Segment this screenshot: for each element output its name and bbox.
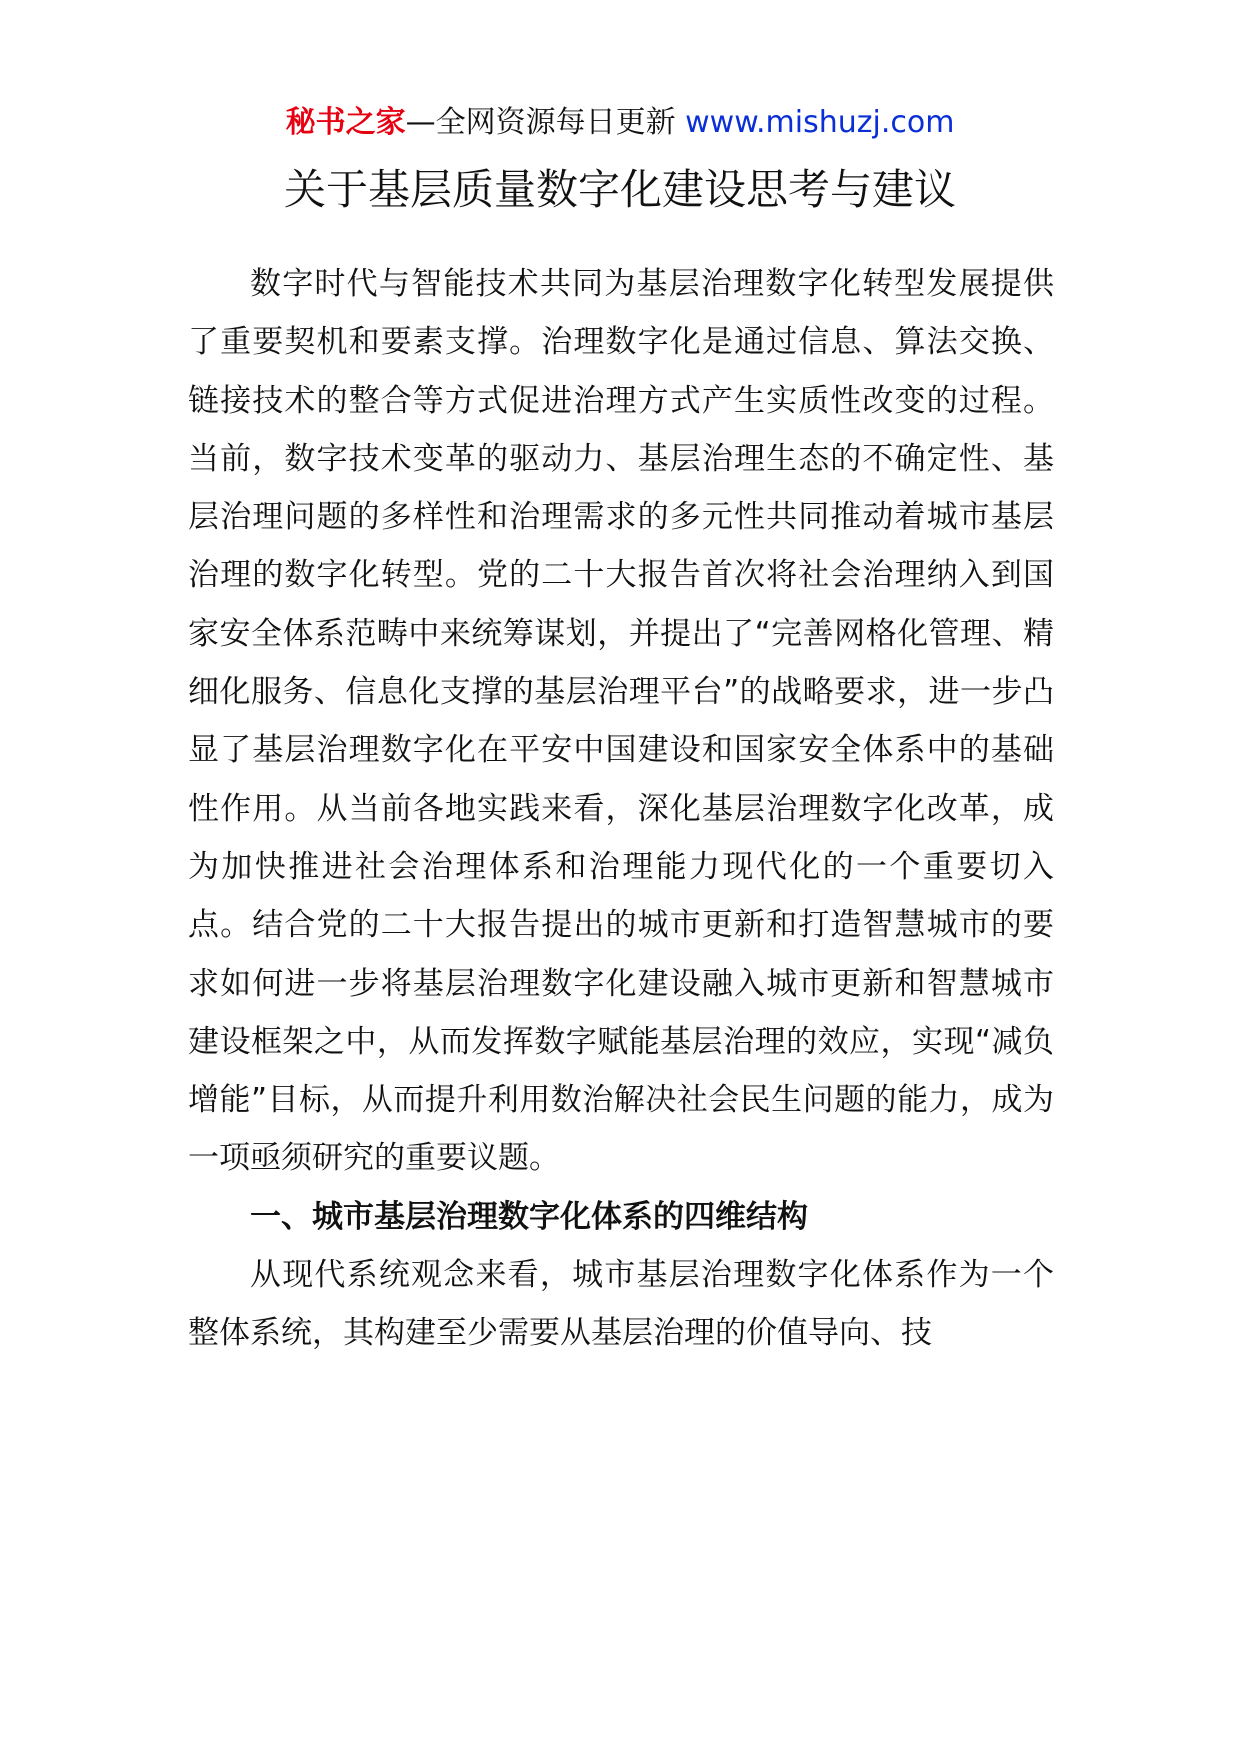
tagline: —全网资源每日更新	[405, 105, 676, 140]
paragraph: 从现代系统观念来看，城市基层治理数字化体系作为一个整体系统，其构建至少需要从基层治理的价值导向、技	[188, 1257, 1054, 1352]
section-heading: 一、城市基层治理数字化体系的四维结构	[250, 1198, 808, 1235]
document-title: 关于基层质量数字化建设思考与建议	[283, 165, 956, 214]
paragraph: 数字时代与智能技术共同为基层治理数字化转型发展提供了重要契机和要素支撑。治理数字化是通过信息、算法交换、链接技术的整合等方式促进治理方式产生实质性改变的过程。当前，数字技术变革的驱动力、基层治理生态的不确定性、基层治理问题的多样性和治理需求的多元性共同推动着城市基层治理的数字化转型。党的二十大报告首次将社会治理纳入到国家安全体系范畴中来统筹谋划，并提出了“完善网格化管理、精细化服务、信息化支撑的基层治理平台”的战略要求，进一步凸显了基层治理数字化在平安中国建设和国家安全体系中的基础性作用。从当前各地实践来看，深化基层治理数字化改革，成为加快推进社会治理体系和治理能力现代化的一个重要切入点。结合党的二十大报告提出的城市更新和打造智慧城市的要求如何进一步将基层治理数字化建设融入城市更新和智慧城市建设框架之中，从而发挥数字赋能基层治理的效应，实现“减负增能”目标，从而提升利用数治解决社会民生问题的能力，成为一项亟须研究的重要议题。	[188, 266, 1054, 1177]
document-body	[188, 255, 1054, 1363]
brand-name: 秘书之家	[285, 105, 406, 140]
site-url-link[interactable]: www.mishuzj.com	[685, 105, 955, 140]
header-banner	[0, 100, 1240, 146]
